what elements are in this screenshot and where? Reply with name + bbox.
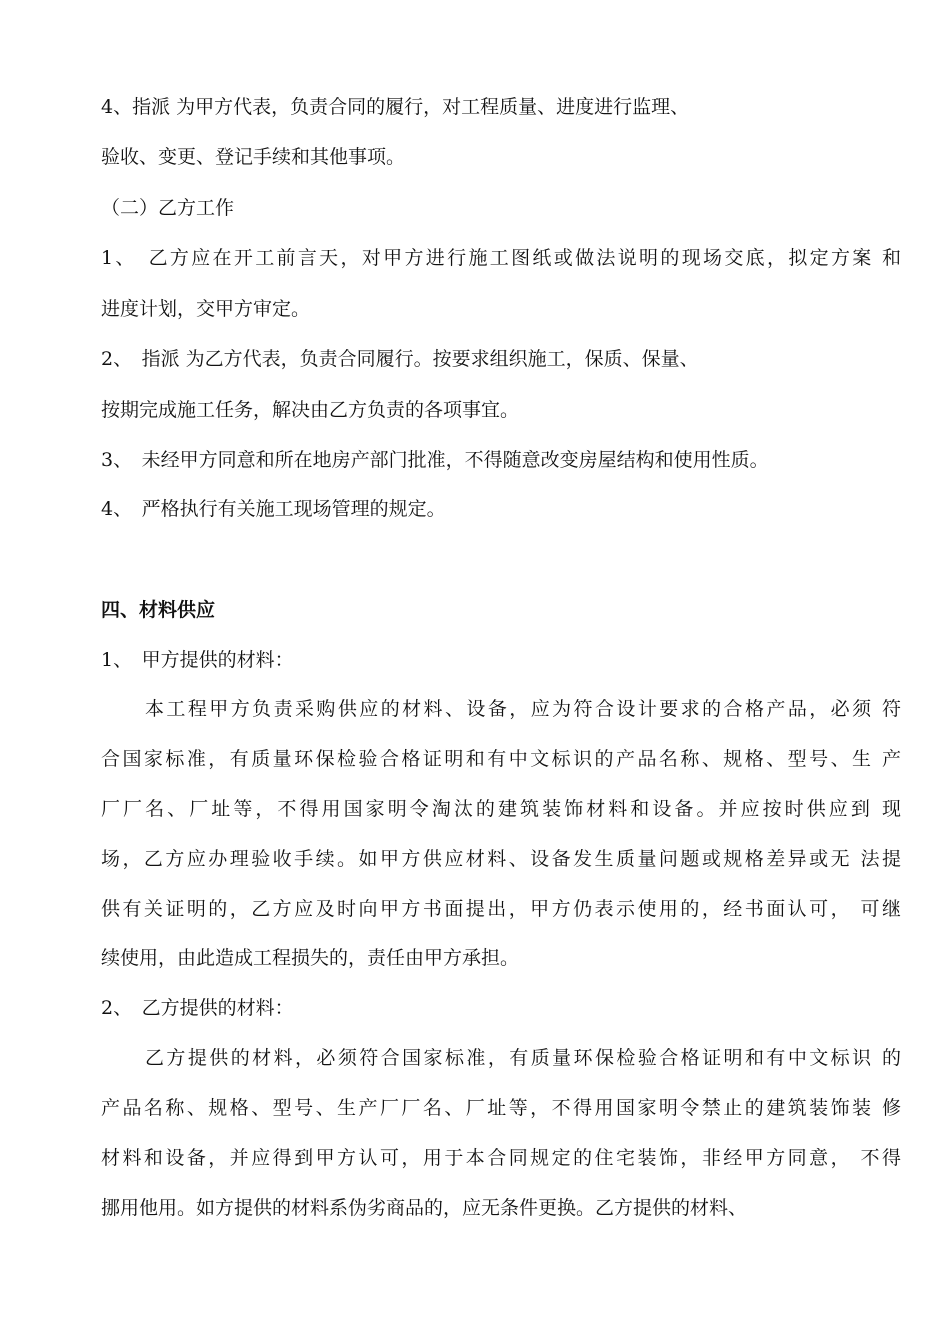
text-line: 验收、变更、登记手续和其他事项。 bbox=[101, 146, 406, 168]
text-line: 按期完成施工任务，解决由乙方负责的各项事宜。 bbox=[101, 399, 520, 421]
section-heading: 四、材料供应 bbox=[101, 599, 216, 621]
text-line: 供有关证明的，乙方应及时向甲方书面提出，甲方仍表示使用的，经书面认可， 可继 bbox=[101, 898, 901, 920]
text-line: 产品名称、规格、型号、生产厂厂名、厂址等，不得用国家明令禁止的建筑装饰装 修 bbox=[101, 1097, 901, 1119]
text-line: 进度计划，交甲方审定。 bbox=[101, 298, 311, 320]
text-line: 3、 未经甲方同意和所在地房产部门批准，不得随意改变房屋结构和使用性质。 bbox=[101, 449, 769, 471]
text-line: 挪用他用。如方提供的材料系伪劣商品的，应无条件更换。乙方提供的材料、 bbox=[101, 1197, 748, 1219]
text-line: 续使用，由此造成工程损失的，责任由甲方承担。 bbox=[101, 947, 520, 969]
text-line: 合国家标准，有质量环保检验合格证明和有中文标识的产品名称、规格、型号、生 产 bbox=[101, 748, 901, 770]
text-line: 4、 严格执行有关施工现场管理的规定。 bbox=[101, 498, 446, 520]
text-line: 本工程甲方负责采购供应的材料、设备，应为符合设计要求的合格产品，必须 符 bbox=[145, 698, 901, 720]
text-line: 1、 甲方提供的材料： bbox=[101, 649, 294, 671]
text-line: 场，乙方应办理验收手续。如甲方供应材料、设备发生质量问题或规格差异或无 法提 bbox=[101, 848, 901, 870]
text-line: 4、指派 为甲方代表，负责合同的履行，对工程质量、进度进行监理、 bbox=[101, 96, 690, 118]
text-line: 1、 乙方应在开工前言天，对甲方进行施工图纸或做法说明的现场交底，拟定方案 和 bbox=[101, 247, 901, 269]
text-line: 厂厂名、厂址等，不得用国家明令淘汰的建筑装饰材料和设备。并应按时供应到 现 bbox=[101, 798, 901, 820]
subsection-heading: （二）乙方工作 bbox=[101, 197, 235, 219]
text-line: 2、 乙方提供的材料： bbox=[101, 997, 294, 1019]
text-line: 2、 指派 为乙方代表，负责合同履行。按要求组织施工，保质、保量、 bbox=[101, 348, 699, 370]
text-line: 材料和设备，并应得到甲方认可，用于本合同规定的住宅装饰，非经甲方同意， 不得 bbox=[101, 1147, 901, 1169]
text-line: 乙方提供的材料，必须符合国家标准，有质量环保检验合格证明和有中文标识 的 bbox=[145, 1047, 901, 1069]
